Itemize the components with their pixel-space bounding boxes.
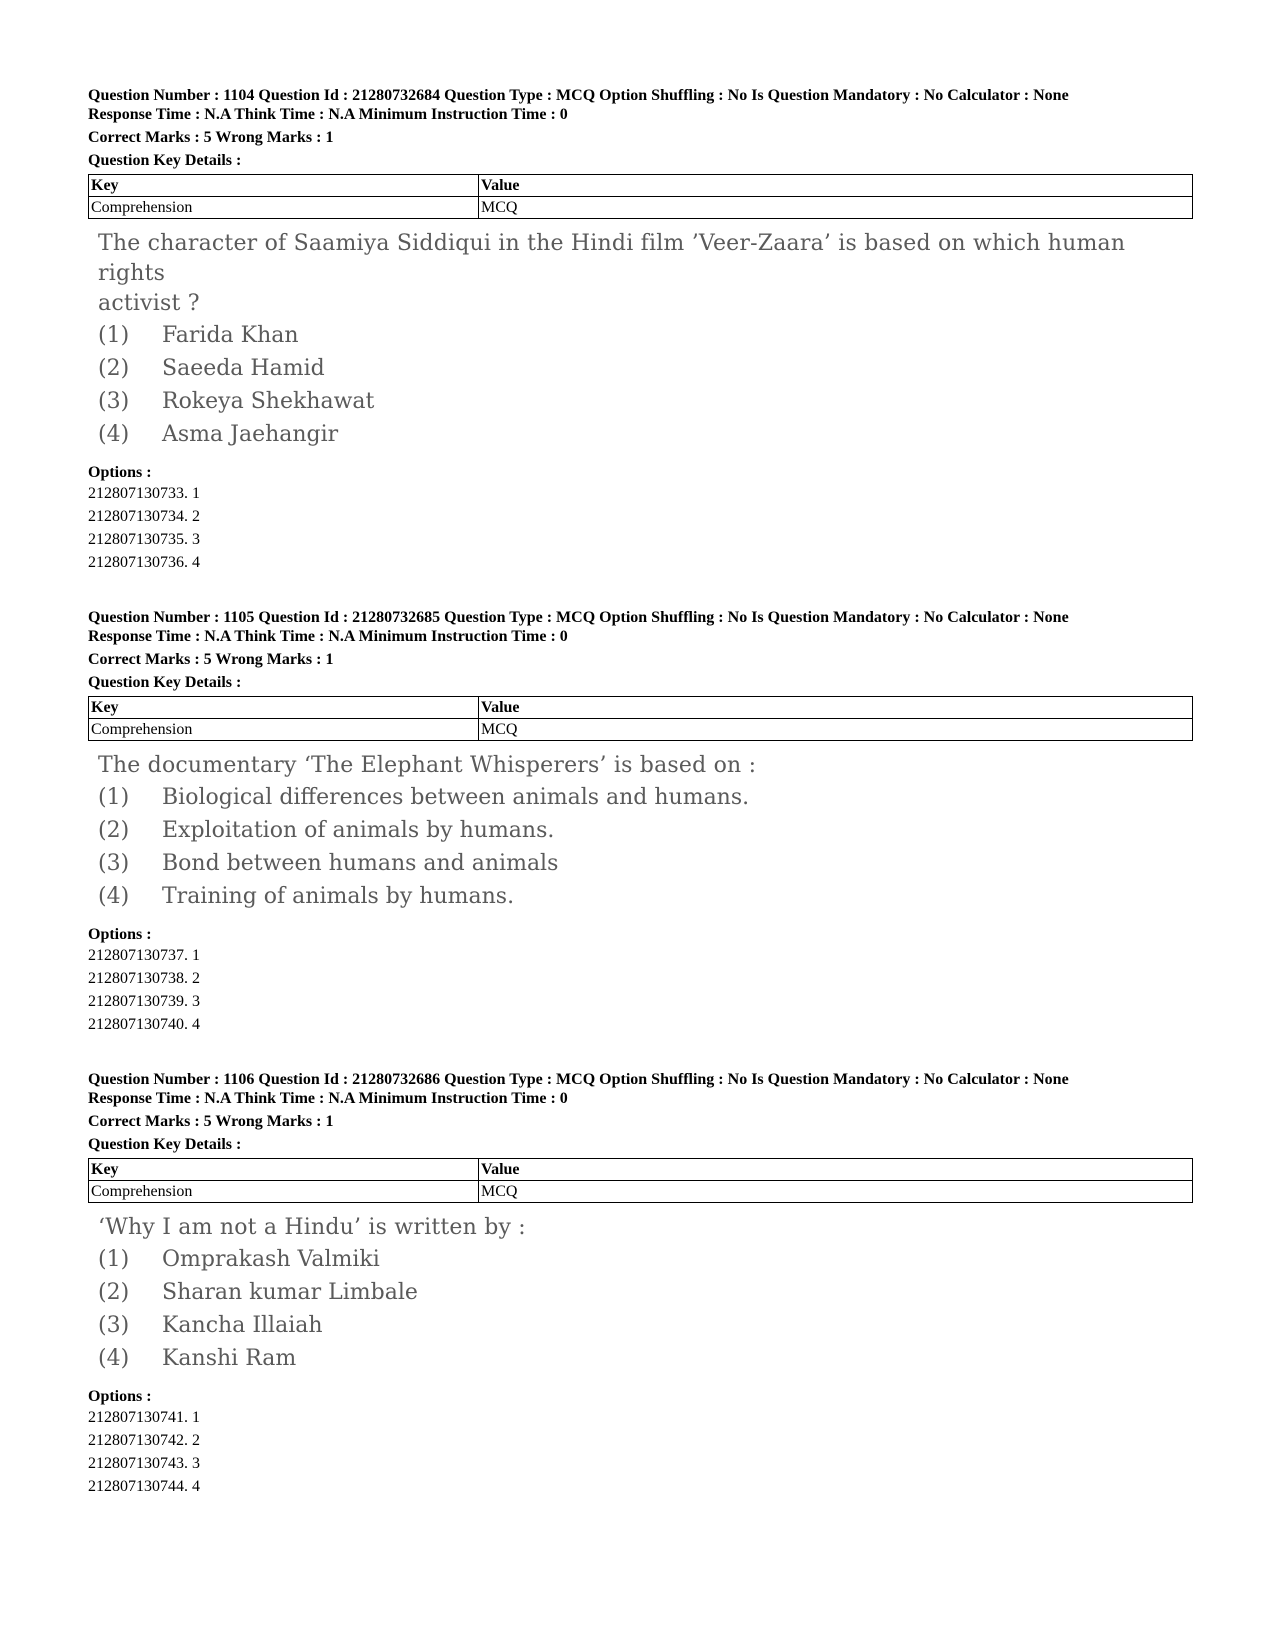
question-stem: The documentary ‘The Elephant Whisperers’ is based on : <box>98 753 757 778</box>
choice-number: (3) <box>98 850 130 876</box>
option-id-line: 212807130738. 2 <box>88 970 200 987</box>
options-label: Options : <box>88 926 152 943</box>
choice-text: Sharan kumar Limbale <box>162 1279 418 1305</box>
choice-item <box>98 1243 1193 1276</box>
table-row <box>89 719 1193 741</box>
value-header-cell: Value <box>479 175 1193 197</box>
choice-text: Rokeya Shekhawat <box>162 388 375 414</box>
key-header-cell: Key <box>89 697 479 719</box>
choice-number: (2) <box>98 1279 130 1305</box>
choice-number: (4) <box>98 883 130 909</box>
option-id-line: 212807130737. 1 <box>88 947 200 964</box>
question-stem: The character of Saamiya Siddiqui in the Hindi film ’Veer-Zaara’ is based on which human rights <box>98 231 1126 286</box>
question-block-1105 <box>88 608 1193 1036</box>
option-id-line: 212807130744. 4 <box>88 1478 200 1495</box>
choice-number: (1) <box>98 322 130 348</box>
option-id-line: 212807130735. 3 <box>88 531 200 548</box>
choice-number: (1) <box>98 1246 130 1272</box>
key-header-cell: Key <box>89 175 479 197</box>
response-time-line: Response Time : N.A Think Time : N.A Minimum Instruction Time : 0 <box>88 106 568 123</box>
choice-number: (1) <box>98 784 130 810</box>
value-cell: MCQ <box>479 1181 1193 1203</box>
question-meta-line: Question Number : 1105 Question Id : 21280732685 Question Type : MCQ Option Shuffling : No Is Question Mandatory : No Calculator : None <box>88 609 1069 626</box>
choice-item <box>98 1342 1193 1375</box>
choice-text: Biological differences between animals and humans. <box>162 784 750 810</box>
question-image <box>88 751 1193 913</box>
choice-item <box>98 385 1193 418</box>
choice-text: Asma Jaehangir <box>162 421 339 447</box>
marks-line: Correct Marks : 5 Wrong Marks : 1 <box>88 129 334 146</box>
choice-item <box>98 1309 1193 1342</box>
choice-item <box>98 418 1193 451</box>
choice-text: Bond between humans and animals <box>162 850 559 876</box>
value-cell: MCQ <box>479 719 1193 741</box>
option-id-line: 212807130734. 2 <box>88 508 200 525</box>
key-details-label: Question Key Details : <box>88 674 242 691</box>
options-label: Options : <box>88 1388 152 1405</box>
question-separator <box>88 1036 1193 1070</box>
option-id-line: 212807130733. 1 <box>88 485 200 502</box>
value-header-cell: Value <box>479 1159 1193 1181</box>
option-id-line: 212807130736. 4 <box>88 554 200 571</box>
options-label: Options : <box>88 464 152 481</box>
table-header-row <box>89 697 1193 719</box>
question-separator <box>88 574 1193 608</box>
table-row <box>89 1181 1193 1203</box>
choice-number: (2) <box>98 355 130 381</box>
marks-line: Correct Marks : 5 Wrong Marks : 1 <box>88 1113 334 1130</box>
option-id-line: 212807130740. 4 <box>88 1016 200 1033</box>
choice-item <box>98 1276 1193 1309</box>
option-id-line: 212807130743. 3 <box>88 1455 200 1472</box>
choice-number: (2) <box>98 817 130 843</box>
document-page <box>88 86 1193 1498</box>
question-image <box>88 1213 1193 1375</box>
response-time-line: Response Time : N.A Think Time : N.A Minimum Instruction Time : 0 <box>88 628 568 645</box>
key-details-table <box>88 696 1193 741</box>
key-details-label: Question Key Details : <box>88 152 242 169</box>
choice-number: (4) <box>98 421 130 447</box>
choice-text: Farida Khan <box>162 322 299 348</box>
choice-item <box>98 814 1193 847</box>
choice-item <box>98 781 1193 814</box>
question-meta-line: Question Number : 1106 Question Id : 21280732686 Question Type : MCQ Option Shuffling : No Is Question Mandatory : No Calculator : None <box>88 1071 1069 1088</box>
choice-text: Saeeda Hamid <box>162 355 325 381</box>
choice-number: (4) <box>98 1345 130 1371</box>
marks-line: Correct Marks : 5 Wrong Marks : 1 <box>88 651 334 668</box>
choice-item <box>98 880 1193 913</box>
table-row <box>89 197 1193 219</box>
choice-text: Omprakash Valmiki <box>162 1246 380 1272</box>
choice-number: (3) <box>98 1312 130 1338</box>
key-cell: Comprehension <box>89 197 479 219</box>
choice-text: Exploitation of animals by humans. <box>162 817 555 843</box>
key-header-cell: Key <box>89 1159 479 1181</box>
choice-text: Training of animals by humans. <box>162 883 515 909</box>
option-id-line: 212807130742. 2 <box>88 1432 200 1449</box>
value-header-cell: Value <box>479 697 1193 719</box>
value-cell: MCQ <box>479 197 1193 219</box>
choice-item <box>98 319 1193 352</box>
question-stem-continued: activist ? <box>98 291 200 316</box>
question-block-1106 <box>88 1070 1193 1498</box>
option-id-line: 212807130741. 1 <box>88 1409 200 1426</box>
question-meta-line: Question Number : 1104 Question Id : 21280732684 Question Type : MCQ Option Shuffling : No Is Question Mandatory : No Calculator : None <box>88 87 1069 104</box>
table-header-row <box>89 175 1193 197</box>
key-cell: Comprehension <box>89 719 479 741</box>
choice-text: Kancha Illaiah <box>162 1312 323 1338</box>
response-time-line: Response Time : N.A Think Time : N.A Minimum Instruction Time : 0 <box>88 1090 568 1107</box>
key-cell: Comprehension <box>89 1181 479 1203</box>
question-stem: ‘Why I am not a Hindu’ is written by : <box>98 1215 526 1240</box>
question-block-1104 <box>88 86 1193 574</box>
choice-item <box>98 847 1193 880</box>
key-details-table <box>88 1158 1193 1203</box>
question-image <box>88 229 1193 451</box>
choice-text: Kanshi Ram <box>162 1345 297 1371</box>
table-header-row <box>89 1159 1193 1181</box>
key-details-label: Question Key Details : <box>88 1136 242 1153</box>
option-id-line: 212807130739. 3 <box>88 993 200 1010</box>
choice-item <box>98 352 1193 385</box>
choice-number: (3) <box>98 388 130 414</box>
key-details-table <box>88 174 1193 219</box>
